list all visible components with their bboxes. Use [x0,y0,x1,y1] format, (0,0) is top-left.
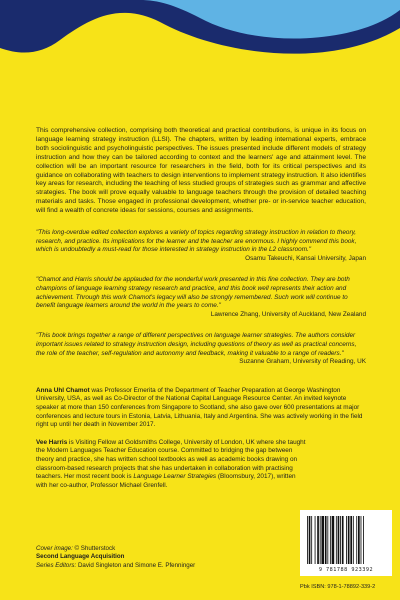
cover-credit [36,545,195,553]
barcode-number: 9 781788 923392 [318,567,374,573]
endorsement-quote-2: "Chamot and Harris should be applauded for the wonderful work presented in this fine collection. They are both champions of language learning strategy research and practice, and this book well represents their action and achievement. Through this work Chamot's legacy will also be strongly remembered. Such work will continue to benefit language learners around the world in the years to come." [36,276,350,310]
barcode-bar [321,516,324,564]
barcode-bar [320,516,321,564]
barcode-box [300,510,392,576]
barcode-bar [336,516,337,564]
barcode-bar [330,516,331,564]
barcode-bar [353,516,354,564]
barcode [300,510,392,576]
barcode-bar [356,516,357,564]
cover-image-credit: © Shutterstock [72,545,116,552]
barcode-bar [358,516,360,564]
series-editors-label: Series Editors: [36,561,77,569]
barcode-bar [342,516,344,564]
endorsement-quote-3: "This book brings together a range of different perspectives on language learner strategies. The authors consider important issues related to strategy instruction design, including questions of theory as well as practical concerns, the role of the teacher, self-regulation and autonomy and feedback, making it valuable to a range of readers." [36,332,357,357]
back-cover-text [36,127,366,490]
barcode-bar [338,516,340,564]
barcode-icon [306,516,386,564]
author-name-harris: Vee Harris [36,438,68,446]
cover-decoration [0,0,400,110]
barcode-bar [350,516,352,564]
author-bio-chamot-text: was Professor Emerita of the Department of Teacher Preparation at George Washington University, USA, as well as Co-Director of the National Capital Language Resource Center. An invited keynote speaker at more than 150 conferences from Singapore to Scotland, she also gave over 600 presentations at major conferences and lecture tours in Estonia, Latvia, Lithuania, Italy and Argentina. She was actively working in the field right up until her death in November 2017. [36,386,363,429]
barcode-bar [327,516,328,564]
endorsement-author-2: Lawrence Zhang, University of Auckland, New Zealand [210,310,366,318]
author-bio-harris-text-2: (Bloomsbury, 2017), written with her co-author, Professor Michael Grenfell. [36,473,296,489]
series-editors-names: David Singleton and Simone E. Pfenninger [76,561,196,569]
barcode-bar [340,516,341,564]
barcode-bar [346,516,347,564]
endorsement-quote-1: "This long-overdue edited collection explores a variety of topics regarding strategy instruction in relation to theory, research, and practice. Its implications for the learner and the teacher are enormous. I highly commend this book, which is undoubtedly a must-read for those interested in strategy instruction in the L2 classroom." [36,229,357,254]
author-bio-harris-text-1: is Visiting Fellow at Goldsmiths College, University of London, UK where she taught the Modern Languages Teacher Education course. Committed to bridging the gap between theory and practice, she has written school textbooks as well as academic books drawing on classroom-based research projects that she has undertaken in collaboration with practising teachers. Her most recent book is [36,438,306,481]
cover-footer [36,545,195,570]
author-bio-harris [36,439,306,491]
series-editors [36,562,195,570]
barcode-bar [307,516,308,564]
barcode-bar [348,516,350,564]
series-title: Second Language Acquisition [36,553,125,561]
endorsement-author-3: Suzanne Graham, University of Reading, UK [239,358,366,366]
barcode-bar [363,516,364,564]
barcode-bar [315,516,316,564]
cover-image-label: Cover image: [36,545,73,552]
book-description: This comprehensive collection, comprising both theoretical and practical contributions, is unique in its focus on language learning strategy instruction (LLSI). The chapters, written by leading international experts, embrace both sociolinguistic and psycholinguistic perspectives. The issues presented include different models of strategy instruction and how they can be tailored according to context and the learners' age and attainment level. The collection will be an important resource for researchers in the field, both for its critical perspectives and its guidance on collaborating with teachers to design interventions to implement strategy instruction. It also identifies key areas for research, including the teaching of less studied groups of strategies such as grammar and affective strategies. The book will prove equally valuable to language teachers through the provision of detailed teaching materials and tasks. Those engaged in professional development, whether pre- or in-service teacher education, will find a wealth of concrete ideas for sessions, courses and assignments. [36,127,366,215]
author-name-chamot: Anna Uhl Chamot [36,386,90,394]
author-bio-chamot [36,387,366,430]
barcode-bar [332,516,335,564]
barcode-bar [309,516,311,564]
isbn-number: Pbk ISBN: 978-1-78892-339-2 [300,584,376,590]
barcode-bar [317,516,319,564]
barcode-bar [325,516,327,564]
barcode-bar [361,516,362,564]
barcode-bar [311,516,312,564]
author-bio-harris-book: Language Learner Strategies [133,473,217,481]
endorsement-author-1: Osamu Takeuchi, Kansai University, Japan [245,254,366,262]
